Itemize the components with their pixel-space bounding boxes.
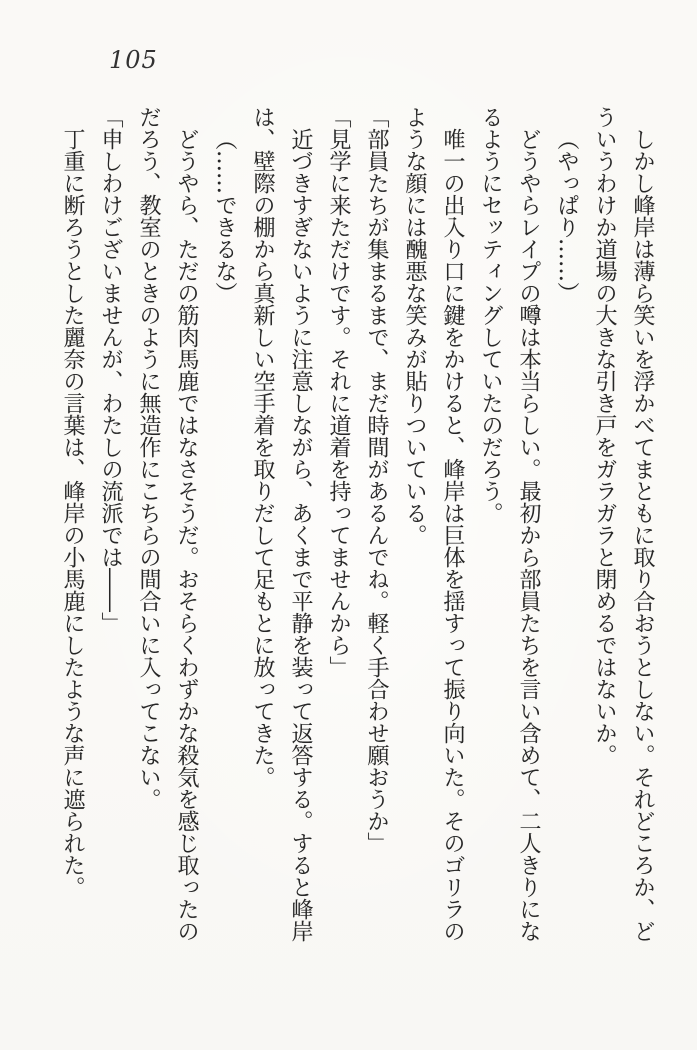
page-number: 105 [109,46,158,74]
paragraph: 「部員たちが集まるまで、まだ時間があるんでね。軽く手合わせ願おうか」 [364,106,389,854]
text-block [53,106,661,946]
paragraph: （やっぱり……） [554,128,579,304]
paragraph: 丁重に断ろうとした麗奈の言葉は、峰岸の小馬鹿にしたような声に遮られた。 [60,128,85,898]
paragraph: 「見学に来ただけです。それに道着を持ってませんから」 [326,106,351,678]
paragraph: 近づきすぎないように注意しながら、あくまで平静を装って返答する。すると峰岸は、壁際の棚から真新しい空手着を取りだして足もとに放ってきた。 [250,106,313,942]
paragraph: （……できるな） [212,128,237,304]
paragraph: どうやらレイプの噂は本当らしい。最初から部員たちを言い含めて、二人きりになるようにセッティングしていたのだろう。 [478,106,541,942]
paragraph: しかし峰岸は薄ら笑いを浮かべてまともに取り合おうとしない。それどころか、どういうわけか道場の大きな引き戸をガラガラと閉めるではないか。 [592,106,655,942]
paragraph: 「申しわけございませんが、わたしの流派では――」 [98,106,123,634]
paragraph: 唯一の出入り口に鍵をかけると、峰岸は巨体を揺すって振り向いた。そのゴリラのような顔には醜悪な笑みが貼りついている。 [402,106,465,942]
paragraph: どうやら、ただの筋肉馬鹿ではなさそうだ。おそらくわずかな殺気を感じ取ったのだろう、教室のときのように無造作にこちらの間合いに入ってこない。 [136,106,199,942]
